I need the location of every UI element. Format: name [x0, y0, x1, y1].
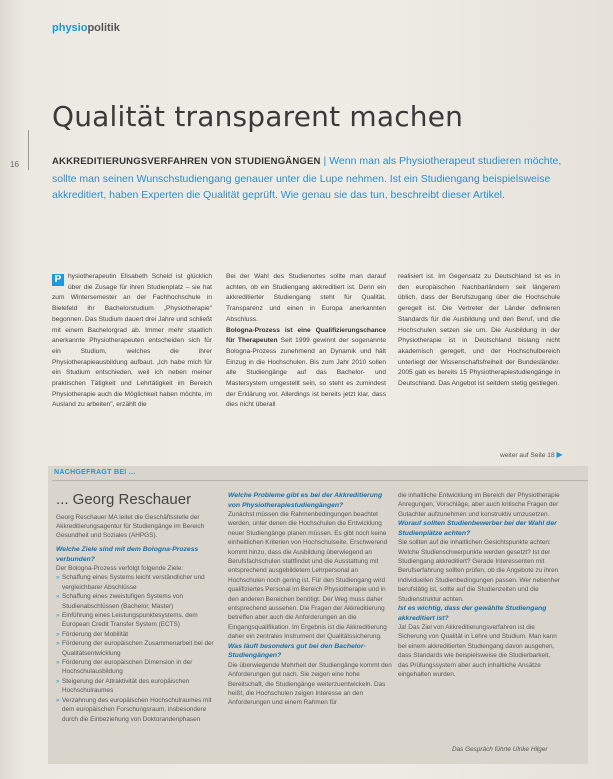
list-item: » Steigerung der Attraktivität des europäischen Hochschulraumes [56, 677, 220, 696]
answer: Ja! Das Ziel von Akkreditierungsverfahren ist die Sicherung von Qualität in Lehre und Studium. Man kann bei einem akkreditierten Studiengang davon ausgehen, dass Standards wie beispielsweise die Studierbarkeit, das Prüfungssystem aber auch inhaltliche Ansätze eingehalten wurden. [398, 624, 557, 679]
article-column-3: realisiert ist. Im Gegensatz zu Deutschland ist es in den europäischen Nachbarländern seit längerem üblich, dass der Berufszugang über die Hochschule geregelt ist. Die Vertreter der Länder definieren Standards für die Ausbildung und den Beruf, und die Hochschulen setzen sie um. Die Ausbildung in der Physiotherapie ist in Deutschland bislang nicht akademisch geregelt, und der Hochschulbereich unterliegt der Wissenschaftsfreiheit der Bundesländer. 2005 gab es bereits 15 Physiotherapiestudiengänge in Deutschland. Das Angebot ist seitdem stetig gestiegen. [398, 273, 560, 388]
interviewee-name: ... Georg Reschauer [56, 491, 192, 508]
question: Was läuft besonders gut bei den Bachelor-Studiengängen? [228, 642, 366, 660]
answer: Der Bologna-Prozess verfolgt folgende Ziele: [56, 565, 184, 572]
interview-signature: Das Gespräch führte Ulrike Hilger [452, 746, 548, 753]
list-item: » Schaffung eines Systems leicht verständlicher und vergleichbarer Abschlüsse [56, 573, 220, 592]
article-column-1: P hysiotherapeutin Elisabeth Scheld ist glücklich über die Zusage für ihren Studienplatz – sie hat zum Wintersemester an der Fachhochschule in Bielefeld ihr Bachelorstudium „Physiotherapie" begonnen. Das Studium dauert drei Jahre und schließt mit einem Bachelorgrad ab. Immer mehr staatlich anerkannte Physiotherapeuten entscheiden sich für ein Studium, welches die ihrer Physiotherapieausbildung aufbaut. „Ich habe mich für ein Studium entschieden, weil ich neben meiner praktischen Tätigkeit und Lehrtätigkeit im Bereich Physiotherapie auch die Möglichkeit haben möchte, im Ausland zu arbeiten", erzählt die [52, 273, 212, 409]
article-lead: AKKREDITIERUNGSVERFAHREN VON STUDIENGÄNGEN | Wenn man als Physiotherapeut studieren möchte, sollte man seinen Wunschstudiengang genauer unter die Lupe nehmen. Ist ein Studiengang beispielsweise akkreditiert, haben Experten die Qualität geprüft. Wie genau sie das tun, beschreibt dieser Artikel. [52, 155, 562, 201]
list-item: » Förderung der europäischen Dimension in der Hochschulausbildung [56, 658, 220, 677]
page-number: 16 [10, 160, 19, 169]
interview-column-2 [228, 491, 392, 708]
list-item: » Einführung eines Leistungspunktesystems, dem European Credit Transfer System (ECTS) [56, 611, 220, 630]
article-title: Qualität transparent machen [52, 100, 464, 133]
interview-column-1 [56, 545, 220, 724]
question: Worauf sollten Studienbewerber bei der Wahl der Studienplätze achten? [398, 520, 557, 537]
interview-label: NACHGEFRAGT BEI ... [54, 469, 136, 476]
drop-cap: P [52, 274, 64, 286]
continue-reference: weiter auf Seite 18 ▶ [500, 450, 563, 459]
lead-text: Wenn man als Physiotherapeut studieren möchte, sollte man seinen Wunschstudiengang genauer unter die Lupe nehmen. Ist ein Studiengang beispielsweise akkreditiert, haben Experten die Qualität geprüft. Wie genau sie das tun, beschreibt dieser Artikel. [52, 155, 562, 201]
arrow-right-icon: ▶ [556, 450, 563, 459]
answer: Sie sollten auf die inhaltlichen Gesichtspunkte achten: Welche Studienschwerpunkte werden gesetzt? Ist der Studiengang akkreditiert? Gerade Interessenten mit Berufserfahrung sollten prüfen, ob die Angebote zu ihren individuellen Studienbedingungen passen. Wer nebenher berufstätig ist, sollte auf die Studienzeiten und die Studienstruktur achten. [398, 539, 560, 603]
answer: die inhaltliche Entwicklung im Bereich der Physiotherapie Anregungen, Vorschläge, aber auch kritische Fragen der Gutachter aufzunehmen und konstruktiv umzusetzen. [398, 492, 560, 518]
article-column-2: Bei der Wahl des Studienortes sollte man darauf achten, ob ein Studiengang akkreditiert ist. Denn ein akkreditierter Studiengang steht für Qualität, Transparenz und einen in Europa anerkannten Abschluss. Bologna-Prozess ist eine Qualifizierungschance für Therapeuten Seit 1999 gewinnt der sogenannte Bologna-Prozess zunehmend an Dynamik und hält Einzug in die Hochschulen. Bis zum Jahr 2010 sollen alle Studiengänge auf das Bachelor- und Mastersystem umgestellt sein, so steht es zumindest der Erklärung vor. Allerdings ist bereits jetzt klar, dass dies nicht überall [226, 273, 386, 409]
list-item: » Verzahnung des europäischen Hochschulraumes mit dem europäischen Forschungsraum, insbesondere durch die Einbeziehung von Doktorandenphasen [56, 696, 220, 724]
margin-rule [28, 130, 29, 170]
goals-list [56, 573, 220, 724]
question: Welche Probleme gibt es bei der Akkreditierung von Physiotherapiestudiengängen? [228, 492, 383, 509]
answer: Zunächst müssen die Rahmenbedingungen beachtet werden, unter denen die Hochschulen die Entwicklung neuer Studiengänge planen müssen. Es gibt noch keine einheitlichen Kriterien von Hochschulseite. Erschwerend kommt hinzu, dass die Ausbildung überwiegend an Berufsfachschulen stattfindet und die Ausstattung mit entsprechend ausgebildetem Lehrpersonal an Hochschulen noch gering ist. Für den Studiengang wird qualifiziertes Personal im Bereich Physiotherapie und in den anderen Bereichen benötigt. Der Weg muss daher entsprechend aussehen. Die Fragen der Akkreditierung betreffen aber auch die Anforderungen an die Eingangsqualifikation. Im Ergebnis ist die Akkreditierung daher ein zentrales Instrument der Qualitätssicherung. [228, 511, 388, 641]
question: Ist es wichtig, dass der gewählte Studiengang akkreditiert ist? [398, 605, 547, 622]
answer: Die überwiegende Mehrheit der Studiengänge kommt den Anforderungen gut nach. Sie zeigen eine hohe Bereitschaft, die Studiengänge weiterzuentwickeln. Das heißt, die Hochschulen zeigen Interesse an den Anforderungen und einem Rahmen für [228, 661, 392, 707]
divider [52, 480, 588, 481]
article-subheading: Bologna-Prozess ist eine Qualifizierungschance für Therapeuten [226, 326, 386, 345]
list-item: » Schaffung eines zweistufigen Systems von Studienabschlüssen (Bachelor, Master) [56, 592, 220, 611]
list-item: » Förderung der Mobilität [56, 630, 220, 639]
interview-column-3 [398, 491, 562, 680]
section-rubric: physiopolitik [52, 22, 120, 34]
lead-caps: AKKREDITIERUNGSVERFAHREN VON STUDIENGÄNGEN [52, 156, 321, 167]
interviewee-intro: Georg Reschauer MA leitet die Geschäftsstelle der Akkreditierungsagentur für Studiengänge im Bereich Gesundheit und Soziales (AHPGS). [56, 514, 205, 539]
question: Welche Ziele sind mit dem Bologna-Prozess verbunden? [56, 546, 199, 563]
list-item: » Förderung der europäischen Zusammenarbeit bei der Qualitätsentwicklung [56, 639, 220, 658]
